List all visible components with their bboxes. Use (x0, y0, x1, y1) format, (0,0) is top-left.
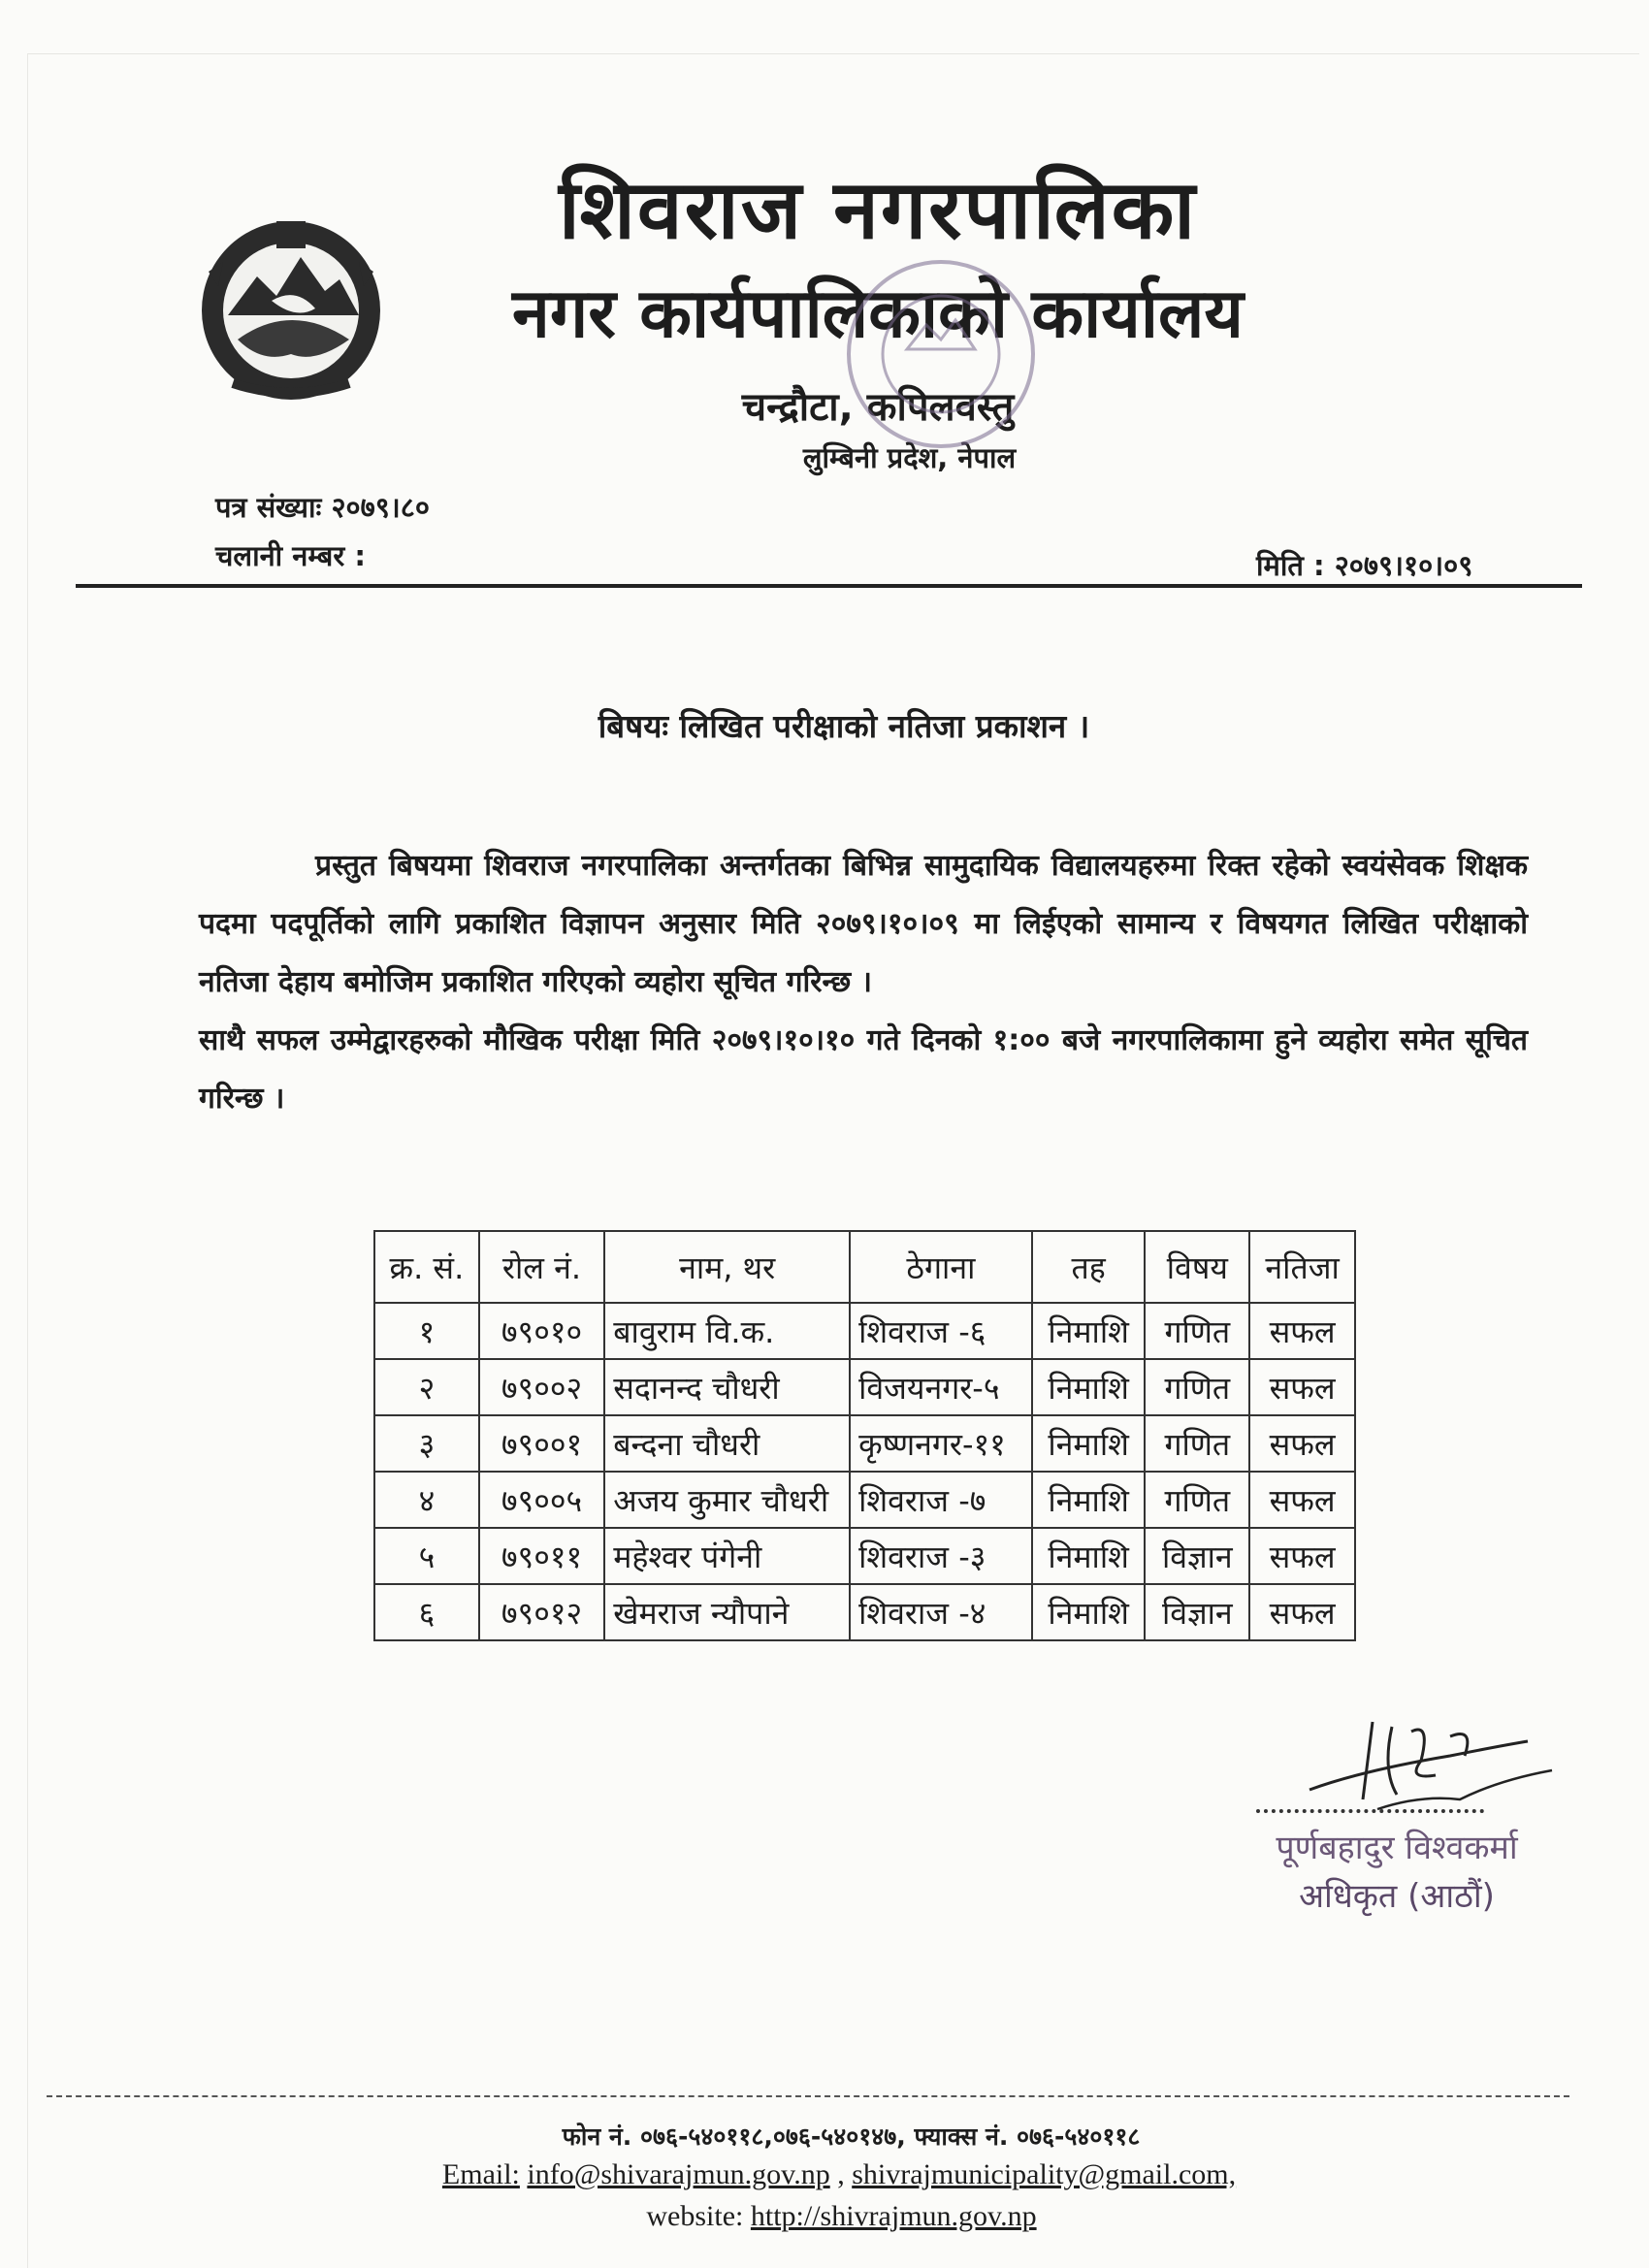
cell-address: शिवराज -३ (850, 1528, 1032, 1584)
table-row (374, 1359, 1355, 1415)
body-paragraph-1: प्रस्तुत बिषयमा शिवराज नगरपालिका अन्तर्गतका बिभिन्न सामुदायिक विद्यालयहरुमा रिक्त रहेको स्वयंसेवक शिक्षक पदमा पदपूर्तिको लागि प्रकाशित विज्ञापन अनुसार मिति २०७९।१०।०९ मा लिईएको सामान्य र विषयगत लिखित परीक्षाको नतिजा देहाय बमोजिम प्रकाशित गरिएको व्यहोरा सूचित गरिन्छ । (199, 849, 1528, 999)
letter-date (1256, 546, 1472, 584)
cell-address: शिवराज -४ (850, 1584, 1032, 1640)
cell-subject: विज्ञान (1145, 1584, 1249, 1640)
cell-level: निमाशि (1032, 1359, 1146, 1415)
cell-result: सफल (1249, 1303, 1355, 1359)
cell-name: बन्दना चौधरी (604, 1415, 850, 1472)
cell-level: निमाशि (1032, 1584, 1146, 1640)
body-paragraph-2: साथै सफल उम्मेद्वारहरुको मौखिक परीक्षा मिति २०७९।१०।१० गते दिनको १:०० बजे नगरपालिकामा हुने व्यहोरा समेत सूचित गरिन्छ । (199, 1023, 1528, 1116)
letter-number (215, 488, 430, 526)
website-label: website: (646, 2200, 744, 2232)
org-name: शिवराज नगरपालिका (559, 162, 1197, 257)
footer-website-line (0, 2200, 1649, 2233)
email-separator: , (837, 2158, 845, 2190)
cell-level: निमाशि (1032, 1415, 1146, 1472)
cell-address: कृष्णनगर-११ (850, 1415, 1032, 1472)
table-row (374, 1584, 1355, 1640)
header-address: ठेगाना (850, 1231, 1032, 1303)
cell-roll-no: ७९००५ (479, 1472, 605, 1528)
footer-email-line (0, 2158, 1649, 2191)
cell-roll-no: ७९००१ (479, 1415, 605, 1472)
cell-roll-no: ७९०१२ (479, 1584, 605, 1640)
email-primary-link[interactable]: info@shivarajmun.gov.np (527, 2158, 830, 2190)
header-result: नतिजा (1249, 1231, 1355, 1303)
website-link[interactable]: http://shivrajmun.gov.np (750, 2200, 1037, 2232)
cell-address: शिवराज -६ (850, 1303, 1032, 1359)
date-value: २०७९।१०।०९ (1334, 549, 1473, 582)
cell-level: निमाशि (1032, 1528, 1146, 1584)
footer-divider (47, 2095, 1569, 2097)
cell-name: महेश्वर पंगेनी (604, 1528, 850, 1584)
cell-name: सदानन्द चौधरी (604, 1359, 850, 1415)
dispatch-number-label: चलानी नम्बर : (215, 539, 366, 572)
cell-subject: गणित (1145, 1472, 1249, 1528)
office-province: लुम्बिनी प्रदेश, नेपाल (802, 441, 1017, 474)
header-roll-no: रोल नं. (479, 1231, 605, 1303)
office-name: नगर कार्यपालिकाको कार्यालय (511, 274, 1245, 353)
cell-result: सफल (1249, 1472, 1355, 1528)
header-subject: विषय (1145, 1231, 1249, 1303)
cell-result: सफल (1249, 1528, 1355, 1584)
cell-roll-no: ७९०१० (479, 1303, 605, 1359)
letter-number-label: पत्र संख्याः (215, 491, 322, 524)
signatory-title: अधिकृत (आठौं) (1299, 1877, 1495, 1916)
cell-name: बावुराम वि.क. (604, 1303, 850, 1359)
letter-subject: बिषयः लिखित परीक्षाको नतिजा प्रकाशन । (598, 707, 1090, 745)
cell-roll-no: ७९०११ (479, 1528, 605, 1584)
cell-subject: गणित (1145, 1303, 1249, 1359)
table-row (374, 1528, 1355, 1584)
cell-level: निमाशि (1032, 1303, 1146, 1359)
footer-contact-numbers: फोन नं. ०७६-५४०११८,०७६-५४०१४७, फ्याक्स नं. ०७६-५४०११८ (562, 2122, 1141, 2151)
cell-serial: ३ (374, 1415, 479, 1472)
cell-serial: २ (374, 1359, 479, 1415)
cell-level: निमाशि (1032, 1472, 1146, 1528)
cell-result: सफल (1249, 1359, 1355, 1415)
letter-number-value: २०७९।८० (331, 491, 430, 524)
cell-name: खेमराज न्यौपाने (604, 1584, 850, 1640)
date-label: मिति : (1256, 549, 1325, 582)
office-location: चन्द्रौटा, कपिलवस्तु (741, 385, 1015, 430)
cell-subject: विज्ञान (1145, 1528, 1249, 1584)
cell-subject: गणित (1145, 1415, 1249, 1472)
email-label: Email: (441, 2158, 520, 2190)
table-header-row (374, 1231, 1355, 1303)
table-row (374, 1303, 1355, 1359)
cell-subject: गणित (1145, 1359, 1249, 1415)
cell-address: विजयनगर-५ (850, 1359, 1032, 1415)
cell-roll-no: ७९००२ (479, 1359, 605, 1415)
header-level: तह (1032, 1231, 1146, 1303)
results-table (373, 1230, 1356, 1641)
cell-result: सफल (1249, 1584, 1355, 1640)
header-name: नाम, थर (604, 1231, 850, 1303)
cell-result: सफल (1249, 1415, 1355, 1472)
table-row (374, 1415, 1355, 1472)
cell-address: शिवराज -७ (850, 1472, 1032, 1528)
letter-body (199, 837, 1528, 1128)
cell-serial: ४ (374, 1472, 479, 1528)
email-secondary-link[interactable]: shivrajmunicipality@gmail.com, (852, 2158, 1237, 2190)
cell-serial: ५ (374, 1528, 479, 1584)
cell-name: अजय कुमार चौधरी (604, 1472, 850, 1528)
cell-serial: १ (374, 1303, 479, 1359)
office-seal-stamp (820, 247, 1062, 461)
header-divider (76, 584, 1582, 588)
header-serial: क्र. सं. (374, 1231, 479, 1303)
cell-serial: ६ (374, 1584, 479, 1640)
signatory-name: पूर्णबहादुर विश्वकर्मा (1276, 1829, 1518, 1867)
signature-line (1256, 1809, 1484, 1813)
table-row (374, 1472, 1355, 1528)
